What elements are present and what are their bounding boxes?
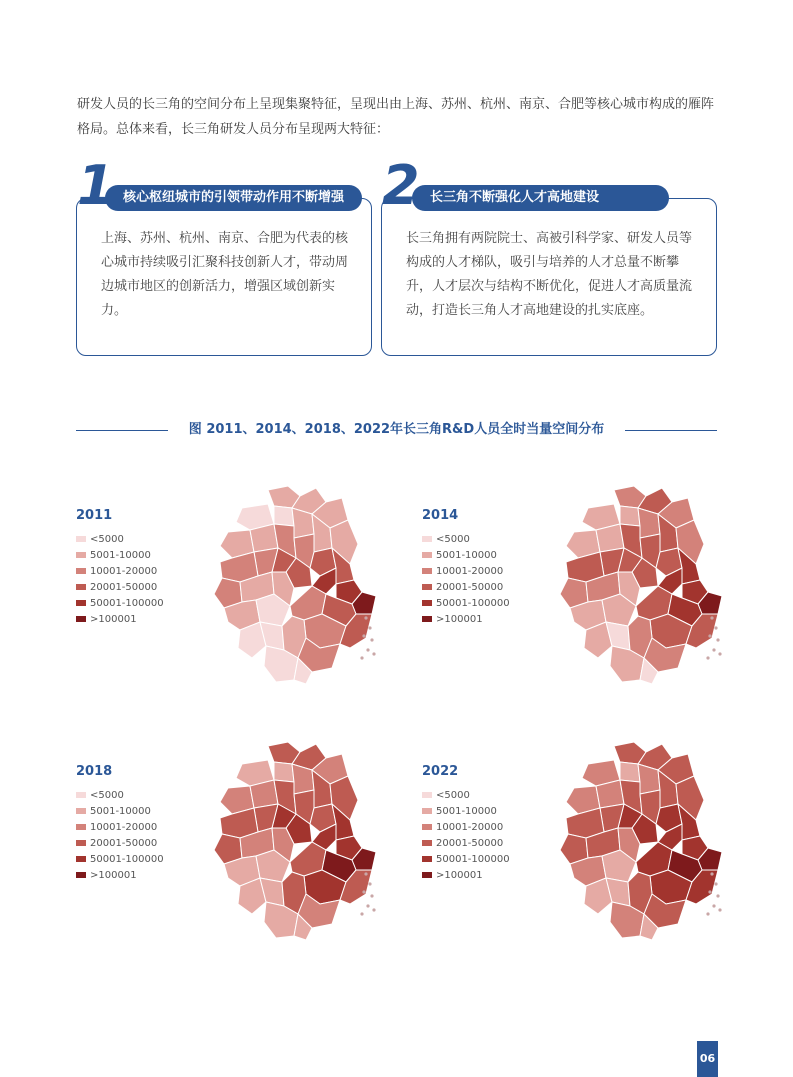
map-island (714, 882, 717, 885)
legend-item (422, 612, 510, 628)
feature-card-2 (381, 154, 717, 356)
map-island (718, 652, 721, 655)
map-block-2018 (76, 764, 376, 984)
map-island (362, 634, 365, 637)
choropleth-map-2022 (522, 724, 722, 944)
legend-item (76, 596, 164, 612)
map-island (366, 648, 369, 651)
map-island (360, 656, 363, 659)
legend-item (422, 532, 510, 548)
legend-label: 5001-10000 (90, 806, 151, 817)
map-year-label: 2022 (422, 764, 459, 779)
legend-swatch (422, 856, 432, 862)
map-island (708, 890, 711, 893)
map-island (718, 908, 721, 911)
map-island (370, 638, 373, 641)
legend-swatch (76, 584, 86, 590)
legend-label: 20001-50000 (436, 582, 504, 593)
legend-swatch (422, 840, 432, 846)
map-island (708, 634, 711, 637)
legend-swatch (76, 600, 86, 606)
map-block-2011 (76, 508, 376, 728)
title-rule-left (76, 430, 168, 431)
legend-item (76, 548, 164, 564)
map-island (370, 894, 373, 897)
map-island (714, 626, 717, 629)
map-island (710, 616, 713, 619)
legend-item (76, 532, 164, 548)
legend-item (76, 836, 164, 852)
legend-swatch (422, 824, 432, 830)
legend-label: <5000 (90, 534, 124, 545)
map-island (368, 626, 371, 629)
legend-item (76, 580, 164, 596)
legend-item (422, 804, 510, 820)
choropleth-map-2011 (176, 468, 376, 688)
legend-swatch (422, 792, 432, 798)
legend-item (422, 580, 510, 596)
legend-label: <5000 (436, 534, 470, 545)
legend-label: 5001-10000 (436, 806, 497, 817)
map-year-label: 2014 (422, 508, 459, 523)
map-legend (76, 532, 164, 628)
figure-title (76, 420, 717, 440)
legend-label: >100001 (90, 614, 137, 625)
legend-label: 20001-50000 (90, 838, 158, 849)
legend-swatch (422, 536, 432, 542)
map-island (712, 648, 715, 651)
map-island (710, 872, 713, 875)
map-island (360, 912, 363, 915)
legend-swatch (76, 616, 86, 622)
map-year-label: 2011 (76, 508, 113, 523)
map-island (362, 890, 365, 893)
map-island (706, 656, 709, 659)
legend-label: 5001-10000 (436, 550, 497, 561)
feature-card-1-title: 核心枢纽城市的引领带动作用不断增强 (105, 185, 362, 211)
legend-swatch (422, 616, 432, 622)
legend-item (422, 868, 510, 884)
legend-item (422, 836, 510, 852)
legend-label: <5000 (90, 790, 124, 801)
map-island (366, 904, 369, 907)
legend-item (76, 820, 164, 836)
map-legend (422, 788, 510, 884)
legend-item (422, 548, 510, 564)
legend-item (422, 820, 510, 836)
map-block-2022 (422, 764, 722, 984)
legend-swatch (422, 584, 432, 590)
legend-label: 50001-100000 (90, 598, 164, 609)
legend-swatch (422, 808, 432, 814)
map-year-label: 2018 (76, 764, 113, 779)
legend-label: 20001-50000 (436, 838, 504, 849)
feature-card-1-body: 上海、苏州、杭州、南京、合肥为代表的核心城市持续吸引汇聚科技创新人才，带动周边城市地区的创新活力，增强区域创新实力。 (101, 231, 349, 318)
legend-label: >100001 (436, 614, 483, 625)
map-island (368, 882, 371, 885)
map-region (620, 762, 640, 782)
legend-swatch (422, 872, 432, 878)
legend-swatch (422, 552, 432, 558)
legend-swatch (76, 840, 86, 846)
map-region (274, 506, 294, 526)
map-island (712, 904, 715, 907)
legend-label: 10001-20000 (90, 566, 158, 577)
map-island (372, 652, 375, 655)
legend-swatch (76, 824, 86, 830)
figure-title-text: 图 2011、2014、2018、2022年长三角R&D人员全时当量空间分布 (188, 422, 605, 437)
legend-label: >100001 (436, 870, 483, 881)
legend-label: 50001-100000 (436, 854, 510, 865)
legend-label: <5000 (436, 790, 470, 801)
map-island (372, 908, 375, 911)
legend-item (76, 868, 164, 884)
feature-card-2-number: 2 (382, 154, 420, 217)
legend-item (422, 564, 510, 580)
map-block-2014 (422, 508, 722, 728)
feature-card-1-number: 1 (77, 154, 115, 217)
map-island (364, 872, 367, 875)
map-legend (422, 532, 510, 628)
legend-label: >100001 (90, 870, 137, 881)
map-island (716, 894, 719, 897)
legend-swatch (76, 856, 86, 862)
map-region (274, 762, 294, 782)
legend-item (76, 804, 164, 820)
legend-item (76, 788, 164, 804)
feature-card-2-body: 长三角拥有两院院士、高被引科学家、研发人员等构成的人才梯队，吸引与培养的人才总量不断攀升，人才层次与结构不断优化，促进人才高质量流动，打造长三角人才高地建设的扎实底座。 (406, 231, 693, 318)
legend-item (76, 852, 164, 868)
legend-swatch (76, 792, 86, 798)
legend-swatch (76, 552, 86, 558)
legend-item (76, 564, 164, 580)
feature-card-1 (76, 154, 372, 356)
map-island (364, 616, 367, 619)
legend-label: 50001-100000 (90, 854, 164, 865)
title-rule-right (625, 430, 717, 431)
choropleth-map-2018 (176, 724, 376, 944)
legend-item (422, 852, 510, 868)
legend-label: 10001-20000 (90, 822, 158, 833)
legend-swatch (422, 600, 432, 606)
legend-swatch (76, 568, 86, 574)
choropleth-map-2014 (522, 468, 722, 688)
legend-label: 50001-100000 (436, 598, 510, 609)
map-island (716, 638, 719, 641)
page-number: 06 (697, 1041, 718, 1077)
map-legend (76, 788, 164, 884)
intro-paragraph: 研发人员的长三角的空间分布上呈现集聚特征，呈现出由上海、苏州、杭州、南京、合肥等核心城市构成的雁阵格局。总体来看，长三角研发人员分布呈现两大特征： (77, 97, 715, 137)
legend-swatch (76, 536, 86, 542)
legend-label: 10001-20000 (436, 822, 504, 833)
legend-swatch (76, 808, 86, 814)
feature-card-2-title: 长三角不断强化人才高地建设 (412, 185, 669, 211)
legend-label: 5001-10000 (90, 550, 151, 561)
legend-label: 20001-50000 (90, 582, 158, 593)
map-island (706, 912, 709, 915)
map-region (620, 506, 640, 526)
legend-label: 10001-20000 (436, 566, 504, 577)
legend-item (422, 596, 510, 612)
legend-swatch (422, 568, 432, 574)
legend-swatch (76, 872, 86, 878)
legend-item (422, 788, 510, 804)
legend-item (76, 612, 164, 628)
